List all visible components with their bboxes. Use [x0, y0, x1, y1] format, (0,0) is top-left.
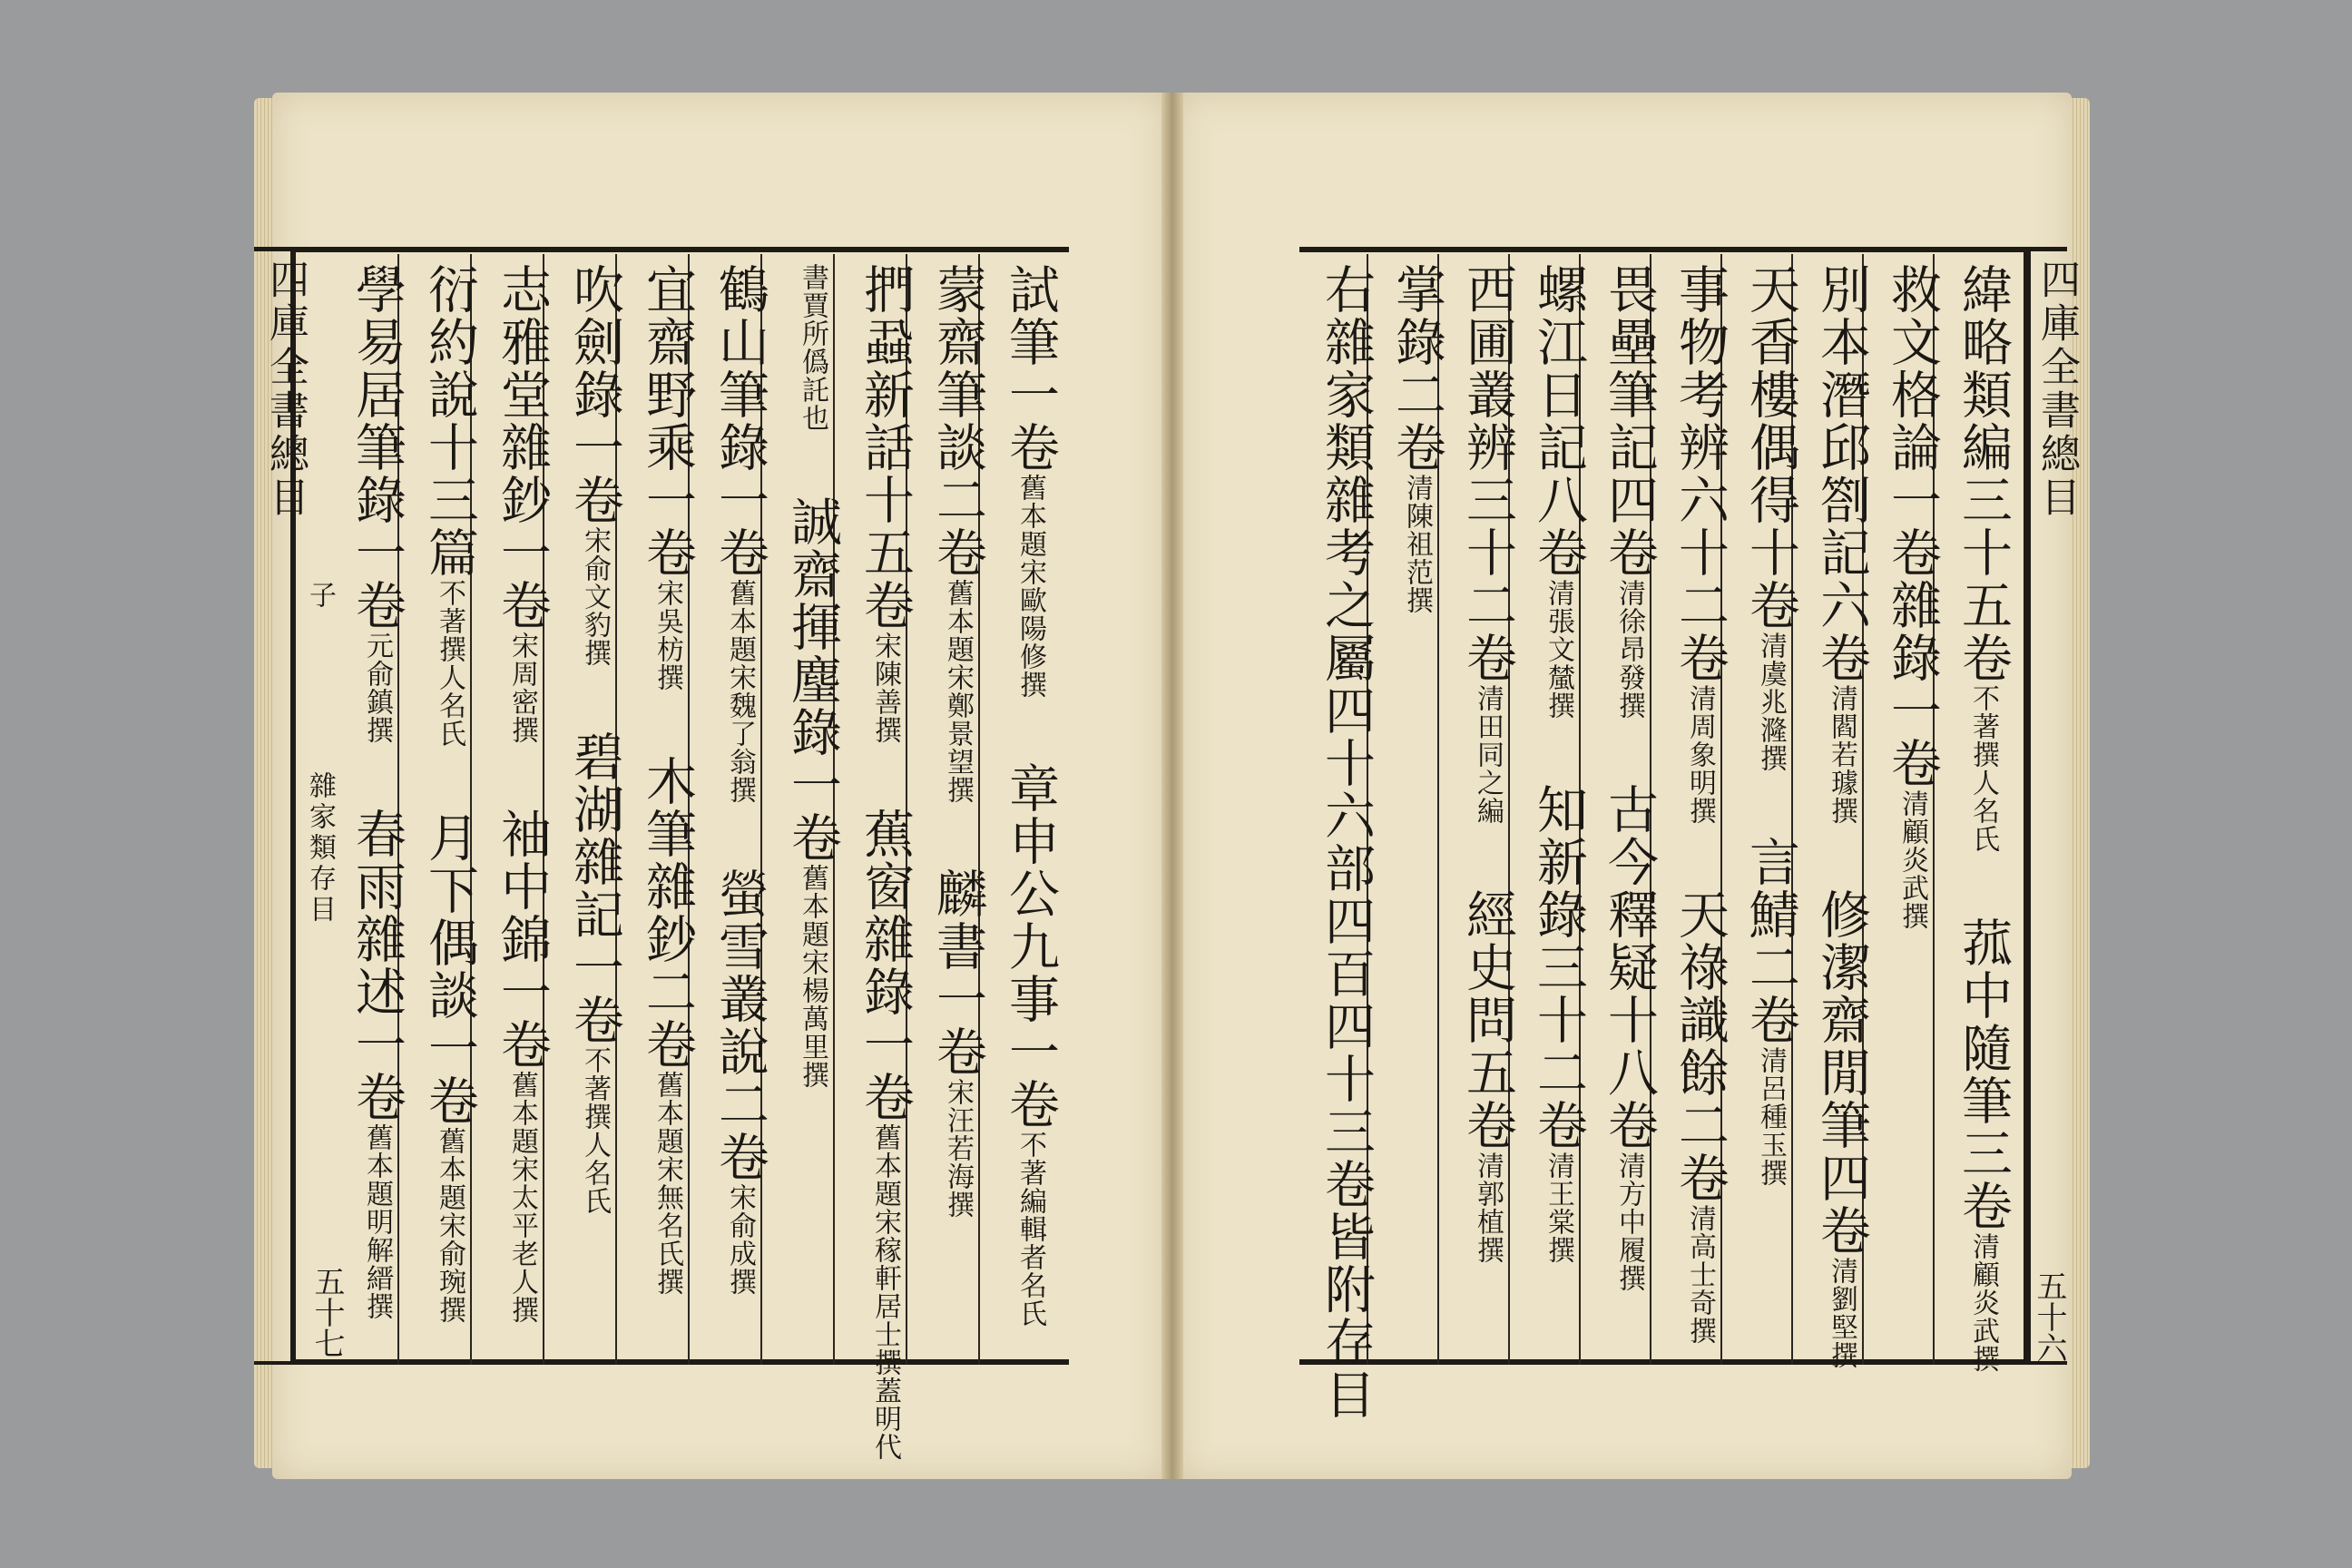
entry-title: 救文格論一卷雜錄一卷 [1883, 263, 1942, 789]
entry-annotation: 宋吳枋撰 [652, 579, 683, 691]
entry-title: 緯略類編三十五卷 [1954, 263, 2013, 684]
entry-title: 畏壘筆記四卷 [1600, 263, 1659, 579]
entry-annotation: 舊本題宋稼軒居士撰蓋明代 [869, 1123, 901, 1461]
entry-title: 木筆雜鈔二卷 [638, 755, 697, 1071]
entry-title: 言鯖二卷 [1741, 836, 1800, 1046]
entry-annotation: 清劉堅撰 [1826, 1257, 1857, 1369]
entry-annotation: 清徐昂發撰 [1613, 579, 1645, 720]
text-column [631, 263, 703, 1352]
entry-title: 麟書一卷 [928, 867, 987, 1078]
entry-annotation: 清田同之編 [1472, 684, 1504, 825]
left-header-category: 雜家類存目 [304, 771, 336, 926]
text-column [1380, 263, 1453, 1352]
entry-title: 宜齋野乘一卷 [638, 263, 697, 579]
entry-title: 螢雪叢說二卷 [710, 867, 769, 1183]
entry-annotation: 不著編輯者名氏 [1014, 1131, 1046, 1328]
entry-title: 經史問五卷 [1458, 888, 1517, 1152]
text-column [1876, 263, 1948, 1352]
text-column [921, 263, 994, 1352]
text-column [776, 263, 848, 1352]
entry-title: 蒙齋筆談二卷 [928, 263, 987, 579]
entry-annotation: 清王棠撰 [1543, 1152, 1574, 1264]
right-page-number: 五十六 [2031, 1270, 2067, 1363]
entry-annotation: 不著撰人名氏 [1967, 684, 1999, 853]
entry-title: 春雨雜述一卷 [348, 808, 407, 1123]
text-column [1309, 263, 1382, 1421]
entry-annotation: 舊本題宋無名氏撰 [652, 1071, 683, 1296]
text-column [1522, 263, 1594, 1352]
text-column [1451, 263, 1524, 1352]
text-column [1805, 263, 1877, 1369]
entry-title: 鶴山筆錄一卷 [710, 263, 769, 579]
entry-annotation: 清呂種玉撰 [1755, 1046, 1787, 1187]
entry-annotation: 清虞兆漋撰 [1755, 632, 1787, 772]
right-header-top-rule [2024, 247, 2067, 251]
entry-annotation: 清張文檒撰 [1543, 579, 1574, 720]
entry-title: 章申公九事一卷 [1001, 762, 1060, 1131]
entry-annotation: 舊本題宋太平老人撰 [506, 1071, 538, 1324]
entry-title: 古今釋疑十八卷 [1600, 783, 1659, 1152]
entry-title: 右雜家類雜考之屬四十六部四百四十三卷皆附存目 [1317, 263, 1376, 1421]
text-column [1734, 263, 1807, 1352]
text-column [340, 263, 413, 1352]
entry-annotation: 宋陳善撰 [869, 632, 901, 744]
entry-title: 修潔齋閒筆四卷 [1812, 888, 1871, 1257]
book-gutter [1161, 93, 1183, 1479]
text-column [848, 263, 921, 1461]
entry-annotation: 舊本題明解縉撰 [361, 1123, 393, 1320]
entry-annotation: 清方中履撰 [1613, 1152, 1645, 1292]
text-column [413, 263, 485, 1352]
text-column [485, 263, 558, 1352]
entry-title: 蕉窗雜錄一卷 [856, 808, 915, 1123]
entry-annotation: 書賈所僞託也 [797, 263, 828, 432]
entry-title: 月下偶談一卷 [420, 811, 479, 1127]
entry-annotation: 舊本題宋楊萬里撰 [797, 864, 828, 1089]
entry-title: 天祿識餘二卷 [1671, 888, 1730, 1204]
entry-title: 吹劍錄一卷 [565, 263, 624, 526]
entry-annotation: 清顧炎武撰 [1896, 789, 1928, 930]
entry-title: 別本潛邱劄記六卷 [1812, 263, 1871, 684]
text-column [1663, 263, 1736, 1352]
left-header-top-rule [254, 247, 298, 251]
entry-title: 捫蝨新話十五卷 [856, 263, 915, 632]
entry-title: 試筆一卷 [1001, 263, 1060, 474]
right-inner-rule [2024, 250, 2025, 1361]
entry-title: 學易居筆錄一卷 [348, 263, 407, 632]
entry-annotation: 舊本題宋魏了翁撰 [724, 579, 756, 804]
entry-title: 誠齋揮麈錄一卷 [783, 495, 842, 864]
entry-annotation: 舊本題宋歐陽修撰 [1014, 474, 1046, 699]
text-column [994, 263, 1066, 1352]
entry-title: 天香樓偶得十卷 [1741, 263, 1800, 632]
entry-title: 菰中隨筆三卷 [1954, 916, 2013, 1232]
entry-title: 西圃叢辨三十二卷 [1458, 263, 1517, 684]
entry-annotation: 宋汪若海撰 [942, 1078, 974, 1219]
entry-annotation: 清閻若璩撰 [1826, 684, 1857, 825]
left-page-number: 五十七 [309, 1266, 345, 1358]
entry-title: 碧湖雜記一卷 [565, 730, 624, 1046]
entry-annotation: 宋周密撰 [506, 632, 538, 744]
entry-annotation: 宋俞成撰 [724, 1183, 756, 1296]
entry-annotation: 宋俞文豹撰 [579, 526, 611, 667]
right-header-title: 四庫全書總目 [2034, 259, 2080, 520]
entry-title: 事物考辨六十二卷 [1671, 263, 1730, 684]
left-header-section: 子 [304, 581, 336, 612]
entry-title: 掌錄二卷 [1387, 263, 1446, 474]
entry-title: 袖中錦一卷 [493, 808, 552, 1071]
entry-annotation: 清陳祖范撰 [1401, 474, 1433, 614]
entry-annotation: 舊本題宋鄭景望撰 [942, 579, 974, 804]
entry-annotation: 清郭植撰 [1472, 1152, 1504, 1264]
entry-title: 志雅堂雜鈔一卷 [493, 263, 552, 632]
entry-title: 螺江日記八卷 [1529, 263, 1588, 579]
entry-annotation: 清顧炎武撰 [1967, 1232, 1999, 1373]
entry-annotation: 不著撰人名氏 [579, 1046, 611, 1215]
text-column [703, 263, 776, 1352]
text-column [1592, 263, 1665, 1352]
text-column [1946, 263, 2019, 1373]
entry-title: 衍約說十三篇 [420, 263, 479, 579]
text-column [558, 263, 631, 1352]
left-header-title: 四庫全書總目 [262, 259, 309, 520]
entry-annotation: 不著撰人名氏 [434, 579, 466, 748]
entry-annotation: 舊本題宋俞琬撰 [434, 1127, 466, 1324]
entry-annotation: 清高士奇撰 [1684, 1204, 1716, 1345]
entry-title: 知新錄三十二卷 [1529, 783, 1588, 1152]
left-header-bottom-rule [254, 1361, 298, 1365]
entry-annotation: 元俞鎮撰 [361, 632, 393, 744]
entry-annotation: 清周象明撰 [1684, 684, 1716, 825]
